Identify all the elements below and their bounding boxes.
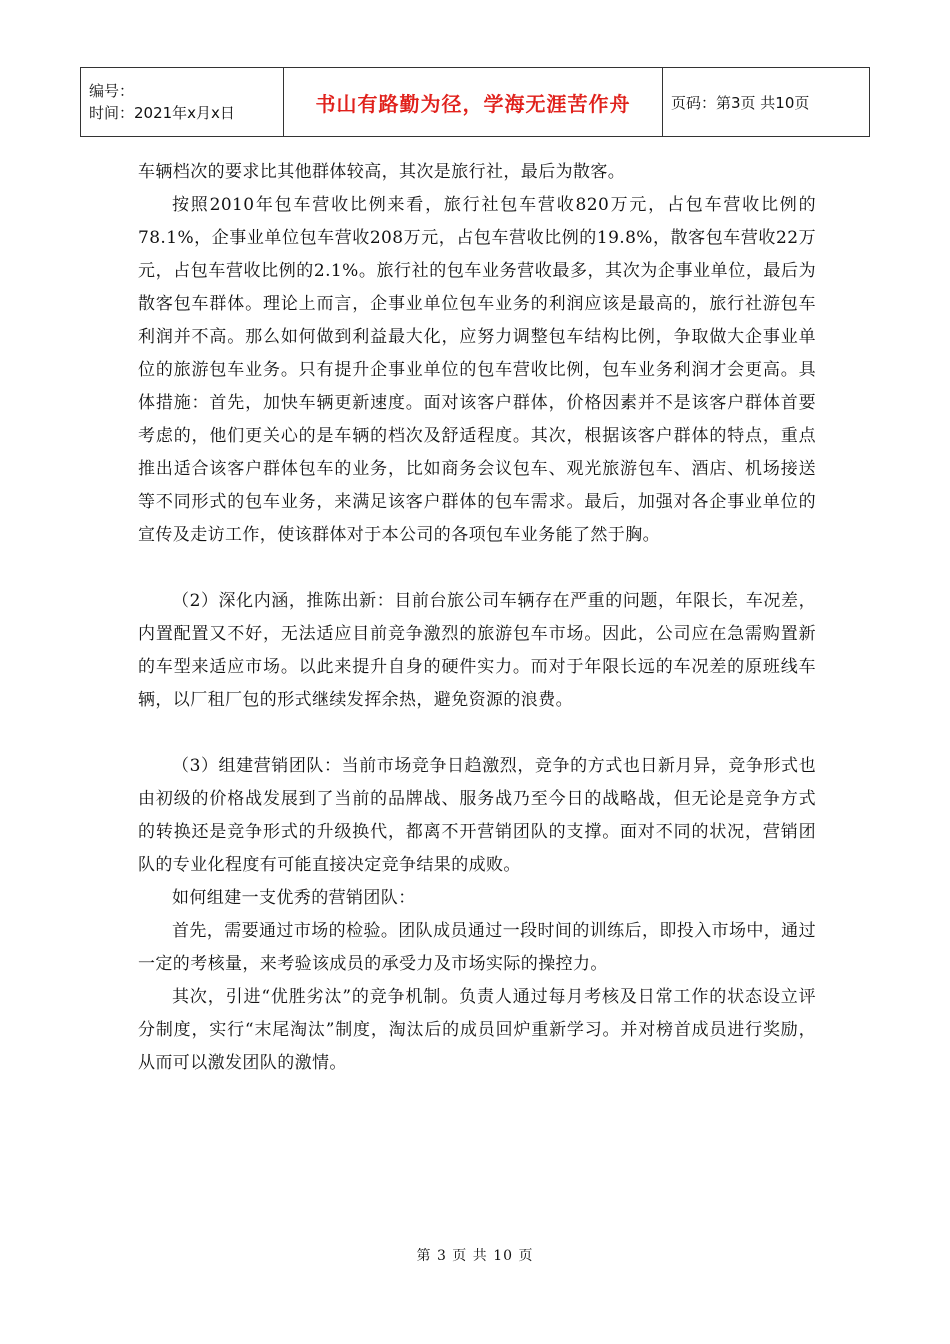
document-date-label: 时间：2021年x月x日: [89, 104, 235, 122]
page-header: [80, 67, 870, 137]
page-footer: 第 3 页 共 10 页: [416, 1248, 534, 1264]
paragraph-spacer: [138, 552, 816, 585]
body-paragraph: （3）组建营销团队：当前市场竞争日趋激烈，竞争的方式也日新月异，竞争形式也由初级的价格战发展到了当前的品牌战、服务战乃至今日的战略战，但无论是竞争方式的转换还是竞争形式的升级换代，都离不开营销团队的支撑。面对不同的状况，营销团队的专业化程度有可能直接决定竞争结果的成败。: [138, 756, 816, 875]
header-page-info: 页码：第3页 共10页: [663, 68, 870, 137]
body-paragraph: 如何组建一支优秀的营销团队：: [172, 888, 416, 908]
body-paragraph: （2）深化内涵，推陈出新：目前台旅公司车辆存在严重的问题，年限长，车况差，内置配置又不好，无法适应目前竞争激烈的旅游包车市场。因此，公司应在急需购置新的车型来适应市场。以此来提升自身的硬件实力。而对于年限长远的车况差的原班线车辆，以厂租厂包的形式继续发挥余热，避免资源的浪费。: [138, 591, 816, 710]
body-paragraph: 按照2010年包车营收比例来看，旅行社包车营收820万元，占包车营收比例的78.1%，企事业单位包车营收208万元，占包车营收比例的19.8%，散客包车营收22万元，占包车营收比例的2.1%。旅行社的包车业务营收最多，其次为企事业单位，最后为散客包车群体。理论上而言，企事业单位包车业务的利润应该是最高的，旅行社游包车利润并不高。那么如何做到利益最大化，应努力调整包车结构比例，争取做大企事业单位的旅游包车业务。只有提升企事业单位的包车营收比例，包车业务利润才会更高。具体措施：首先，加快车辆更新速度。面对该客户群体，价格因素并不是该客户群体首要考虑的，他们更关心的是车辆的档次及舒适程度。其次，根据该客户群体的特点，重点推出适合该客户群体包车的业务，比如商务会议包车、观光旅游包车、酒店、机场接送等不同形式的包车业务，来满足该客户群体的包车需求。最后，加强对各企事业单位的宣传及走访工作，使该群体对于本公司的各项包车业务能了然于胸。: [138, 195, 816, 545]
document-body: [138, 156, 816, 1080]
body-paragraph: 首先，需要通过市场的检验。团队成员通过一段时间的训练后，即投入市场中，通过一定的考核量，来考验该成员的承受力及市场实际的操控力。: [138, 921, 816, 974]
header-motto: 书山有路勤为径，学海无涯苦作舟: [284, 68, 663, 137]
body-paragraph: 车辆档次的要求比其他群体较高，其次是旅行社，最后为散客。: [138, 162, 626, 182]
header-meta-cell: [81, 68, 284, 137]
body-paragraph: 其次，引进“优胜劣汰”的竞争机制。负责人通过每月考核及日常工作的状态设立评分制度，实行“末尾淘汰”制度，淘汰后的成员回炉重新学习。并对榜首成员进行奖励，从而可以激发团队的激情。: [138, 987, 816, 1073]
document-number-label: 编号：: [89, 82, 135, 100]
paragraph-spacer: [138, 717, 816, 750]
